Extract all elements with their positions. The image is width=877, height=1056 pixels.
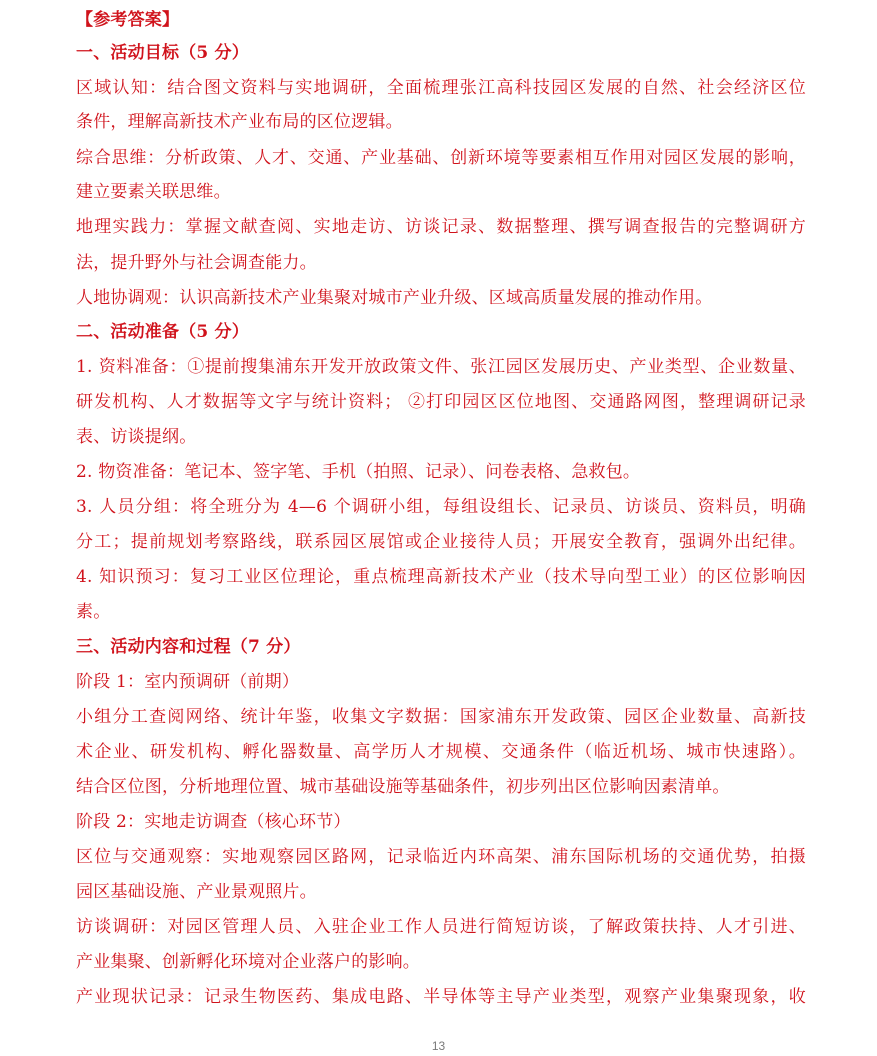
paragraph-line: 2. 物资准备：笔记本、签字笔、手机（拍照、记录）、问卷表格、急救包。 (76, 462, 641, 482)
answer-header: 【参考答案】 (76, 10, 180, 30)
paragraph-line: 术企业、研发机构、孵化器数量、高学历人才规模、交通条件（临近机场、城市快速路）。 (76, 742, 806, 762)
paragraph-line: 地理实践力：掌握文献查阅、实地走访、访谈记录、数据整理、撰写调查报告的完整调研方 (76, 217, 806, 237)
paragraph-line: 小组分工查阅网络、统计年鉴，收集文字数据：国家浦东开发政策、园区企业数量、高新技 (76, 707, 806, 727)
paragraph-line: 结合区位图，分析地理位置、城市基础设施等基础条件，初步列出区位影响因素清单。 (76, 777, 730, 797)
section-3-heading: 三、活动内容和过程（7 分） (76, 637, 301, 657)
paragraph-line: 3. 人员分组：将全班分为 4—6 个调研小组，每组设组长、记录员、访谈员、资料员，明确 (76, 497, 806, 517)
paragraph-line: 建立要素关联思维。 (76, 182, 231, 202)
paragraph-line: 人地协调观：认识高新技术产业集聚对城市产业升级、区域高质量发展的推动作用。 (76, 288, 713, 308)
section-1-heading: 一、活动目标（5 分） (76, 43, 249, 63)
paragraph-line: 研发机构、人才数据等文字与统计资料； ②打印园区区位地图、交通路网图，整理调研记录 (76, 392, 806, 412)
paragraph-line: 条件，理解高新技术产业布局的区位逻辑。 (76, 112, 403, 132)
paragraph-line: 产业集聚、创新孵化环境对企业落户的影响。 (76, 952, 420, 972)
paragraph-line: 产业现状记录：记录生物医药、集成电路、半导体等主导产业类型，观察产业集聚现象，收 (76, 987, 806, 1007)
paragraph-line: 区域认知：结合图文资料与实地调研，全面梳理张江高科技园区发展的自然、社会经济区位 (76, 78, 806, 98)
paragraph-line: 表、访谈提纲。 (76, 427, 197, 447)
page-number: 13 (431, 1039, 446, 1053)
paragraph-line: 1. 资料准备：①提前搜集浦东开发开放政策文件、张江园区发展历史、产业类型、企业数量、 (76, 357, 806, 377)
section-2-heading: 二、活动准备（5 分） (76, 322, 249, 342)
paragraph-line: 素。 (76, 602, 111, 622)
paragraph-line: 访谈调研：对园区管理人员、入驻企业工作人员进行简短访谈，了解政策扶持、人才引进、 (76, 917, 806, 937)
paragraph-line: 园区基础设施、产业景观照片。 (76, 882, 317, 902)
paragraph-line: 分工；提前规划考察路线，联系园区展馆或企业接待人员；开展安全教育，强调外出纪律。 (76, 532, 806, 552)
paragraph-line: 综合思维：分析政策、人才、交通、产业基础、创新环境等要素相互作用对园区发展的影响， (76, 148, 806, 168)
paragraph-line: 4. 知识预习：复习工业区位理论，重点梳理高新技术产业（技术导向型工业）的区位影响因 (76, 567, 806, 587)
paragraph-line: 阶段 1：室内预调研（前期） (76, 672, 300, 692)
paragraph-line: 区位与交通观察：实地观察园区路网，记录临近内环高架、浦东国际机场的交通优势，拍摄 (76, 847, 806, 867)
paragraph-line: 法，提升野外与社会调查能力。 (76, 253, 317, 273)
paragraph-line: 阶段 2：实地走访调查（核心环节） (76, 812, 351, 832)
